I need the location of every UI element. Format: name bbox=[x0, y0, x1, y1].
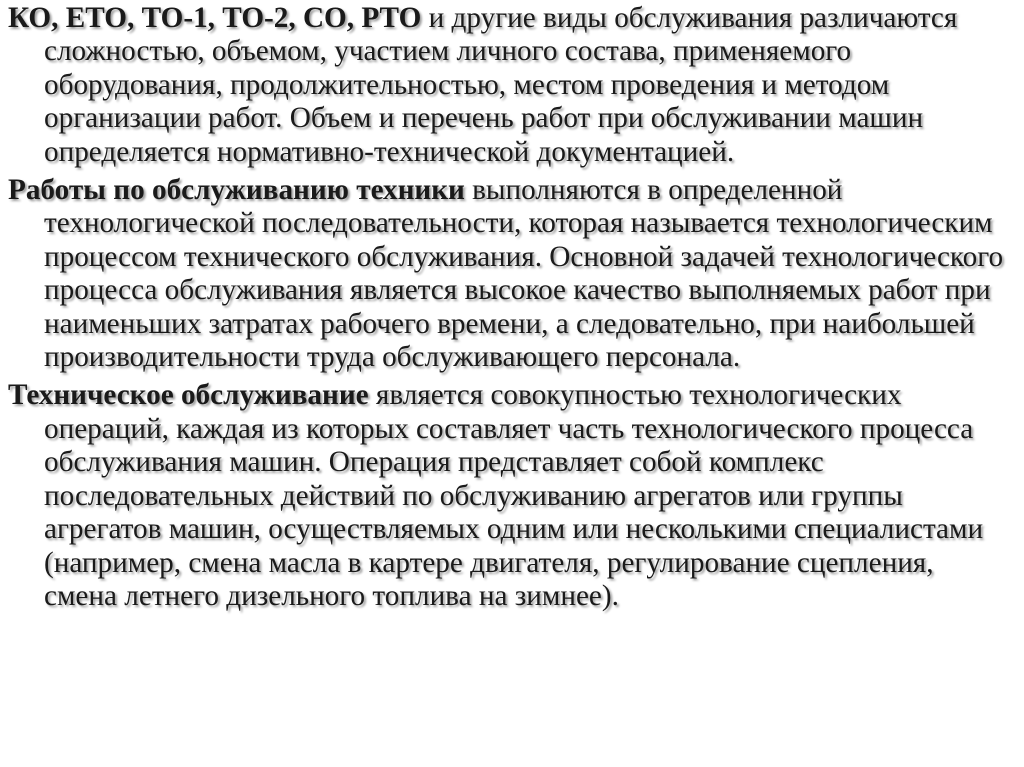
slide-content bbox=[8, 2, 1013, 618]
paragraph-text: выполняются в определенной технологической последовательности, которая называется технологическим процессом технического обслуживания. Основной задачей технологического процесса обслуживания является высокое качество выполняемых работ при наименьших затратах рабочего времени, а следовательно, при наибольшей производительности труда обслуживающего персонала. bbox=[44, 174, 1004, 374]
paragraph-text: и другие виды обслуживания различаются сложностью, объемом, участием личного состава, применяемого оборудования, продолжительностью, местом проведения и методом организации работ. Объем и перечень работ при обслуживании машин определяется нормативно-технической документацией. bbox=[44, 2, 958, 168]
paragraph-lead: КО, ЕТО, ТО-1, ТО-2, СО, РТО bbox=[8, 2, 422, 34]
paragraph-maintenance-works bbox=[8, 174, 1013, 374]
paragraph-technical-service bbox=[8, 379, 1013, 613]
paragraph-lead: Техническое обслуживание bbox=[8, 379, 369, 412]
paragraph-maintenance-types bbox=[8, 2, 1013, 169]
paragraph-text: является совокупностью технологических операций, каждая из которых составляет часть технологического процесса обслуживания машин. Операция представляет собой комплекс последовательных действий по обслуживанию агрегатов или группы агрегатов машин, осуществляемых одним или несколькими специалистами (например, смена масла в картере двигателя, регулирование сцепления, смена летнего дизельного топлива на зимнее). bbox=[44, 379, 984, 612]
paragraph-lead: Работы по обслуживанию техники bbox=[8, 174, 465, 207]
